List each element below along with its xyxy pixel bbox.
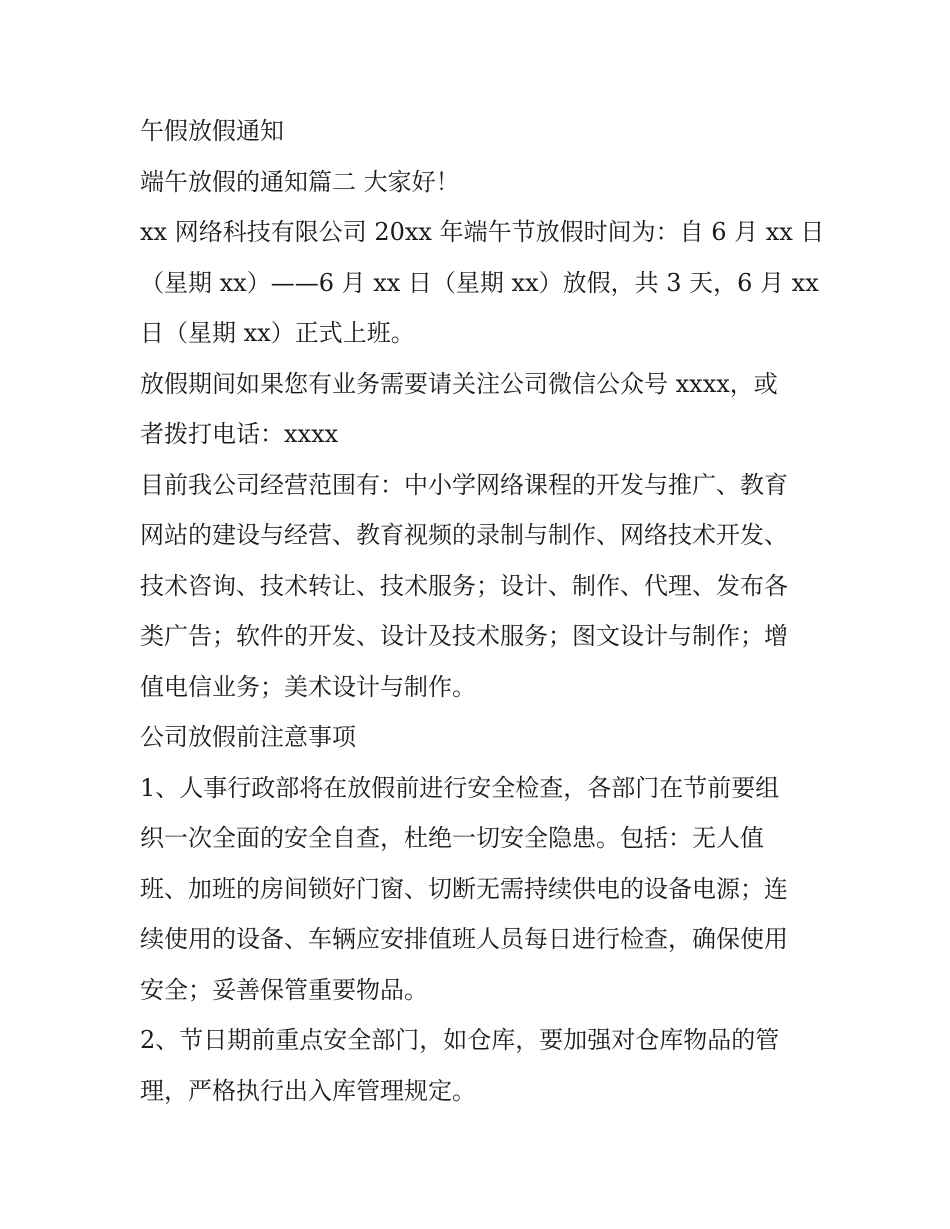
text-line: 安全；妥善保管重要物品。 — [140, 975, 428, 1004]
text-line: 理，严格执行出入库管理规定。 — [140, 1076, 476, 1105]
text-line: 端午放假的通知篇二 大家好！ — [140, 167, 460, 196]
text-line: 放假期间如果您有业务需要请关注公司微信公众号 xxxx，或 — [140, 369, 778, 398]
text-line: 类广告；软件的开发、设计及技术服务；图文设计与制作；增 — [140, 622, 788, 650]
text-line: 续使用的设备、车辆应安排值班人员每日进行检查，确保使用 — [140, 925, 788, 953]
text-line: 织一次全面的安全自查，杜绝一切安全隐患。包括：无人值 — [140, 824, 764, 852]
text-line: 日（星期 xx）正式上班。 — [140, 319, 415, 347]
text-line: 网站的建设与经营、教育视频的录制与制作、网络技术开发、 — [140, 521, 788, 549]
section-heading: 公司放假前注意事项 — [140, 723, 356, 751]
document-body — [140, 106, 825, 1116]
document-title: 午假放假通知 — [140, 117, 284, 145]
text-line: 班、加班的房间锁好门窗、切断无需持续供电的设备电源；连 — [140, 874, 788, 903]
text-line: 技术咨询、技术转让、技术服务；设计、制作、代理、发布各 — [140, 571, 788, 600]
text-line: 者拨打电话：xxxx — [140, 420, 339, 448]
text-line: 目前我公司经营范围有：中小学网络课程的开发与推广、教育 — [140, 470, 788, 499]
text-line: 2、节日期前重点安全部门，如仓库，要加强对仓库物品的管 — [140, 1026, 780, 1054]
text-line: 值电信业务；美术设计与制作。 — [140, 672, 476, 701]
text-line: （星期 xx）——6 月 xx 日（星期 xx）放假，共 3 天，6 月 xx — [140, 268, 819, 297]
text-line: xx 网络科技有限公司 20xx 年端午节放假时间为：自 6 月 xx 日 — [140, 218, 825, 246]
text-line: 1、人事行政部将在放假前进行安全检查，各部门在节前要组 — [140, 773, 780, 802]
